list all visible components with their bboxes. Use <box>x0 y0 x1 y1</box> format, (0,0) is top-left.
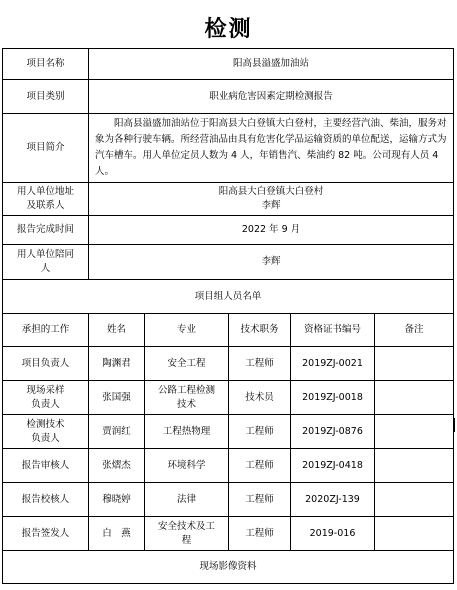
team-header-cell: 备注 <box>375 314 454 347</box>
team-role-line: 项目负责人 <box>21 357 70 369</box>
team-title: 工程师 <box>229 483 291 517</box>
team-title: 技术员 <box>229 381 291 415</box>
team-note <box>375 415 454 449</box>
team-major-line: 程 <box>181 534 192 546</box>
team-major <box>145 517 229 551</box>
team-role-line: 报告校核人 <box>21 493 70 505</box>
row-employer-address <box>3 183 454 216</box>
employer-address-label-line: 用人单位地址 <box>16 186 74 197</box>
team-major-line: 技术 <box>176 398 196 410</box>
team-role <box>3 415 89 449</box>
team-major <box>145 415 229 449</box>
team-section-title: 项目组人员名单 <box>3 280 454 314</box>
team-name: 穆晓婷 <box>89 483 145 517</box>
team-major <box>145 449 229 483</box>
team-title: 工程师 <box>229 415 291 449</box>
row-escort <box>3 245 454 280</box>
table-row <box>3 381 454 415</box>
photos-section-title: 现场影像资料 <box>3 551 454 584</box>
employer-address-value <box>89 183 454 216</box>
team-role <box>3 381 89 415</box>
team-header-cell: 承担的工作 <box>3 314 89 347</box>
team-major <box>145 347 229 381</box>
team-role-line: 报告审核人 <box>21 459 70 471</box>
employer-contact: 李辉 <box>261 200 281 211</box>
team-major-line: 安全技术及工 <box>157 520 215 532</box>
page-title: 检测 <box>204 16 253 42</box>
team-name: 陶渊君 <box>89 347 145 381</box>
row-project-name <box>3 49 454 80</box>
table-row <box>3 449 454 483</box>
team-major-line: 环境科学 <box>167 459 206 471</box>
team-major-line: 安全工程 <box>167 357 206 369</box>
team-cert: 2019ZJ-0021 <box>291 347 375 381</box>
team-name: 张熠杰 <box>89 449 145 483</box>
team-header-row <box>3 314 454 347</box>
project-intro-value: 阳高县溢盛加油站位于阳高县大白登镇大白登村，主要经营汽油、柴油，服务对象为各种行驶车辆。所经营油品由具有危害化学品运输资质的单位配送，运输方式为汽车槽车。用人单位定员人数为 4 人，年销售汽、柴油约 82 吨。公司现有人员 4 人。 <box>89 114 454 183</box>
team-header-cell: 资格证书编号 <box>291 314 375 347</box>
team-role <box>3 517 89 551</box>
team-major-line: 法律 <box>176 493 196 505</box>
team-cert: 2019-016 <box>291 517 375 551</box>
escort-label-line: 人 <box>40 263 51 274</box>
team-note <box>375 517 454 551</box>
project-type-label: 项目类别 <box>3 80 89 114</box>
team-name: 贾润红 <box>89 415 145 449</box>
team-role-line: 报告签发人 <box>21 527 70 539</box>
project-type-value: 职业病危害因素定期检测报告 <box>89 80 454 114</box>
team-note <box>375 483 454 517</box>
employer-address: 阳高县大白登镇大白登村 <box>218 186 324 197</box>
team-note <box>375 449 454 483</box>
team-role-line: 负责人 <box>31 398 60 410</box>
project-name-label: 项目名称 <box>3 49 89 80</box>
team-major-line: 公路工程检测 <box>157 384 215 396</box>
team-header-cell: 姓名 <box>89 314 145 347</box>
report-date-label: 报告完成时间 <box>3 216 89 245</box>
team-role <box>3 449 89 483</box>
row-report-date <box>3 216 454 245</box>
page-edge-mark <box>453 418 455 432</box>
team-role <box>3 483 89 517</box>
row-photos-title <box>3 551 454 584</box>
team-major <box>145 381 229 415</box>
escort-value: 李辉 <box>89 245 454 280</box>
project-intro-label: 项目简介 <box>3 114 89 183</box>
team-note <box>375 347 454 381</box>
project-name-value: 阳高县溢盛加油站 <box>89 49 454 80</box>
team-role-line: 负责人 <box>31 432 60 444</box>
report-table <box>2 48 454 584</box>
team-header-cell: 专业 <box>145 314 229 347</box>
table-row <box>3 415 454 449</box>
team-role <box>3 347 89 381</box>
row-team-title <box>3 280 454 314</box>
employer-address-label <box>3 183 89 216</box>
row-project-intro <box>3 114 454 183</box>
team-note <box>375 381 454 415</box>
team-title: 工程师 <box>229 449 291 483</box>
team-role-line: 现场采样 <box>26 384 65 396</box>
team-role-line: 检测技术 <box>26 418 65 430</box>
team-cert: 2019ZJ-0876 <box>291 415 375 449</box>
team-cert: 2019ZJ-0418 <box>291 449 375 483</box>
team-name: 张国强 <box>89 381 145 415</box>
team-title: 工程师 <box>229 347 291 381</box>
team-major-line: 工程热物理 <box>162 425 211 437</box>
table-row <box>3 347 454 381</box>
team-header-cell: 技术职务 <box>229 314 291 347</box>
team-cert: 2019ZJ-0018 <box>291 381 375 415</box>
escort-label-line: 用人单位陪同 <box>16 249 74 260</box>
row-project-type <box>3 80 454 114</box>
employer-address-label-line: 及联系人 <box>26 200 65 211</box>
team-cert: 2020ZJ-139 <box>291 483 375 517</box>
team-title: 工程师 <box>229 517 291 551</box>
team-major <box>145 483 229 517</box>
report-date-value: 2022 年 9 月 <box>89 216 454 245</box>
team-name: 白 燕 <box>89 517 145 551</box>
table-row <box>3 483 454 517</box>
table-row <box>3 517 454 551</box>
escort-label <box>3 245 89 280</box>
